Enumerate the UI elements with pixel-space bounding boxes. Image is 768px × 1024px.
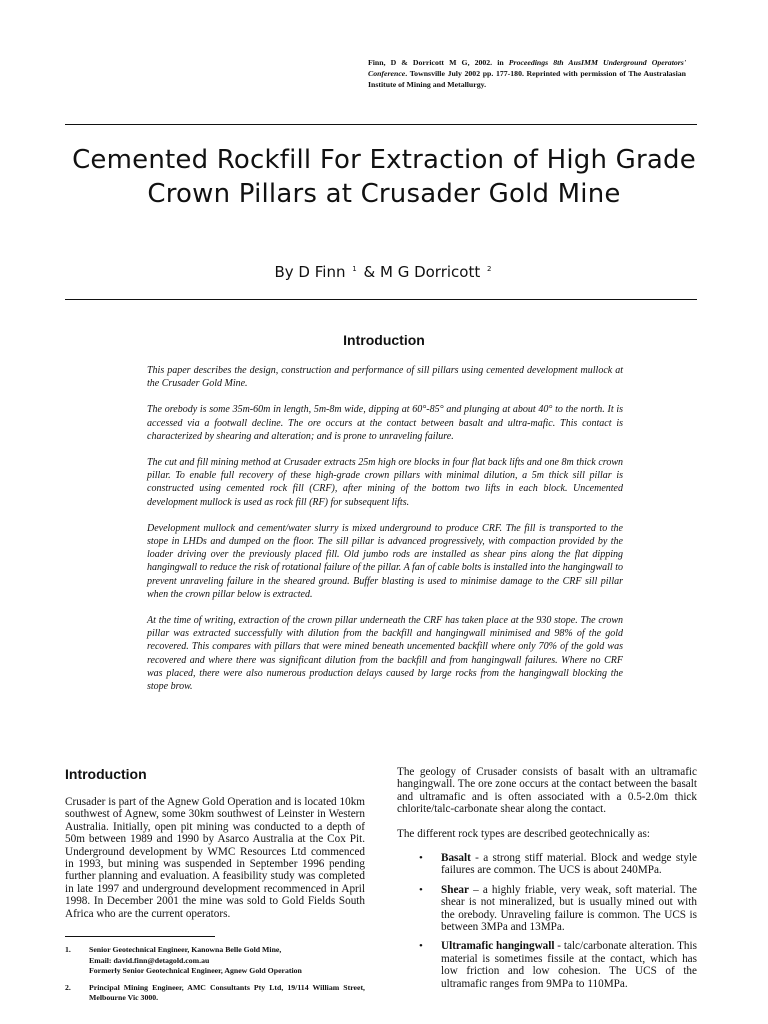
footnote-1 [65,945,365,977]
list-item-term: Ultramafic hangingwall [441,940,555,953]
footnote-text [89,983,365,1004]
byline-middle: & M G Dorricott [363,263,481,281]
list-item-description: - a strong stiff material. Block and wedge style failures are common. The UCS is about 240MPa. [441,852,697,877]
paper-title: Cemented Rockfill For Extraction of High Grade Crown Pillars at Crusader Gold Mine [72,145,696,209]
abstract-paragraph: Development mullock and cement/water slurry is mixed underground to produce CRF. The fill is transported to the stope in LHDs and dumped on the floor. The sill pillar is advanced progressively, with compaction provided by the loader driving over the previously placed fill. Old jumbo rods are installed as shear pins along the flat dipping hangingwall to reduce the risk of rotational failure of the pillar. A fan of cable bolts is installed into the hangingwall to prevent unraveling failure in the sheared ground. Buffer blasting is used to minimise damage to the CRF sill pillar when the crown pillar below is extracted. [147,522,623,600]
citation-note [368,57,686,90]
list-item-text [441,884,697,934]
citation-prefix: Finn, D & Dorricott M G, 2002. in [368,58,509,67]
header-rule-bottom [65,299,697,300]
list-item-text [441,940,697,990]
citation-suffix: . Townsville July 2002 pp. 177-180. Reprinted with permission of The Australasian Institute of Mining and Metallurgy. [368,69,686,89]
footnote-number: 2. [65,982,71,992]
footnote-line: Senior Geotechnical Engineer, Kanowna Belle Gold Mine, [89,945,282,955]
abstract-paragraph: The cut and fill mining method at Crusader extracts 25m high ore blocks in four flat back lifts and one 8m thick crown pillar. To enable full recovery of these high-grade crown pillars with minimal dilution, a 5m thick sill pillar is constructed using cemented rock fill (CRF), after mining of the bottom two lifts in each block. Uncemented development mullock is used as rock fill (RF) for subsequent lifts. [147,457,623,508]
list-item-term: Basalt [441,852,471,865]
body-paragraph: Crusader is part of the Agnew Gold Operation and is located 10km southwest of Agnew, some 30km southwest of Leinster in Western Australia. Initially, open pit mining was conducted to a depth of 50m between 1989 and 1990 by Asarco Australia at the Cox Pit. Underground development by WMC Resources Ltd commenced in 1993, but mining was suspended in September 1996 pending further planning and evaluation. A feasibility study was completed in late 1997 and underground development recommenced in April 1998. In December 2001 the mine was sold to Gold Fields South Africa who are the current operators. [65,796,365,920]
body-paragraph: The geology of Crusader consists of basalt with an ultramafic hangingwall. The ore zone occurs at the contact between the basalt and ultramafic and is often associated with a 0.5-2.0m thick chlorite/talc-carbonate shear along the contact. [397,766,697,816]
list-item [397,852,697,877]
bullet-icon: • [419,940,423,953]
list-item-description: – a highly friable, very weak, soft material. The shear is not mineralized, but is usually mined out with the orebody. Unraveling failure is common. The UCS is between 3MPa and 13MPa. [441,883,697,934]
footnote-number: 1. [65,945,71,955]
rock-type-list [397,852,697,990]
section-heading: Introduction [65,766,147,782]
list-item-term: Shear [441,883,469,896]
abstract-heading: Introduction [343,332,425,348]
abstract-paragraph: This paper describes the design, construction and performance of sill pillars using cemented development mullock at the Crusader Gold Mine. [147,365,623,390]
body-paragraph: The different rock types are described geotechnically as: [397,827,650,840]
list-item-description: - talc/carbonate alteration. This material is sometimes fissile at the contact, which has low friction and low cohesion. The UCS of the ultramafic ranges from 9MPa to 110MPa. [441,940,697,990]
footnote-2 [65,983,365,1004]
footnote-line: Principal Mining Engineer, AMC Consultants Pty Ltd, 19/114 William Street, Melbourne Vic 3000. [89,982,365,1003]
right-column [397,766,697,997]
left-column [65,766,365,1010]
list-item-text [441,852,697,877]
abstract [147,364,623,706]
header-rule-top [65,124,697,125]
footnote-email: Email: david.finn@detagold.com.au [89,955,210,965]
abstract-paragraph: The orebody is some 35m-60m in length, 5m-8m wide, dipping at 60°-85° and plunging at about 40° to the north. It is accessed via a footwall decline. The ore occurs at the contact between basalt and ultra-mafic. This contact is characterized by shearing and alteration; and is prone to unraveling failure. [147,404,623,442]
list-item [397,884,697,934]
list-item [397,940,697,990]
footnote-text [89,945,365,977]
bullet-icon: • [419,883,423,896]
abstract-paragraph: At the time of writing, extraction of the crown pillar underneath the CRF has taken place at the 930 stope. The crown pillar was extracted successfully with dilution from the backfill and hangingwall minimised and 98% of the gold recovered. This compares with pillars that were mined beneath uncemented backfill where only 70% of the gold was recovered and where there was significant dilution from the backfill and from hangingwall failures. Where no CRF was placed, there were also numerous production delays caused by large rocks from the hangingwall blocking the stope brow. [147,615,623,693]
author-byline [70,259,698,282]
byline-footnote-mark-2: 2 [487,265,492,273]
footnote-line: Formerly Senior Geotechnical Engineer, Agnew Gold Operation [89,966,302,976]
footnote-rule [65,936,215,937]
byline-prefix: By D Finn [274,263,346,281]
bullet-icon: • [419,852,423,865]
byline-footnote-mark-1: 1 [352,265,357,273]
citation-proceedings: Proceedings 8th AusIMM Underground Operators' Conference [368,58,686,78]
